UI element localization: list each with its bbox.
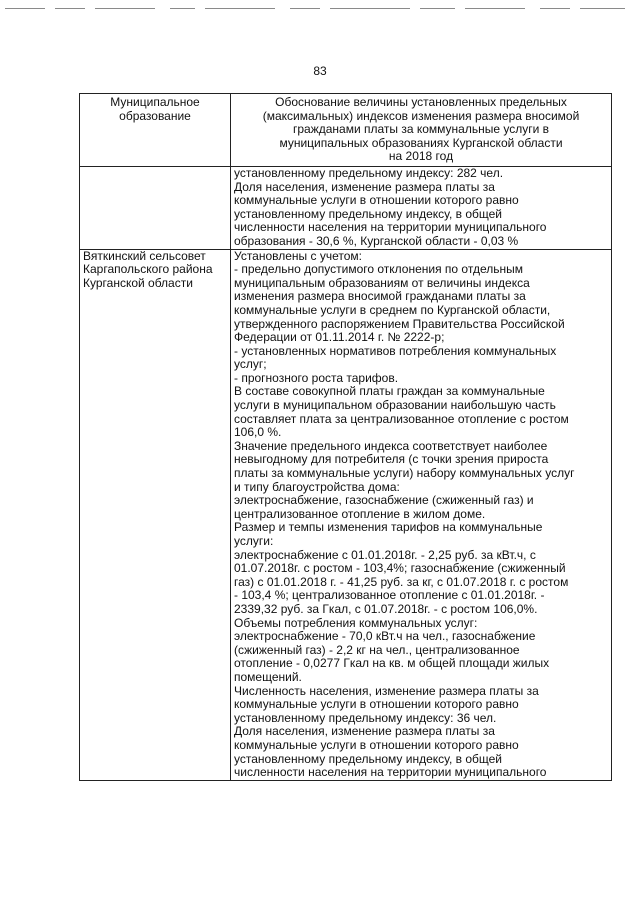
- text-line: составляет плата за централизованное отопление с ростом: [234, 411, 569, 426]
- page-number: 83: [313, 64, 327, 78]
- header-justification-line: на 2018 год: [388, 149, 454, 164]
- justification-cell: [231, 166, 612, 249]
- text-line: электроснабжение, газоснабжение (сжиженный газ) и: [234, 493, 534, 508]
- text-line: коммунальные услуги в отношении которого равно: [234, 697, 519, 712]
- text-line: Доля населения, изменение размера платы за: [234, 179, 495, 194]
- text-line: Федерации от 01.11.2014 г. № 2222-р;: [234, 330, 445, 345]
- municipality-cell: [80, 249, 231, 780]
- text-line: услуги в муниципальном образовании наибольшую часть: [234, 398, 556, 413]
- text-line: установленному предельному индексу, в общей: [234, 206, 502, 221]
- header-municipality-line: образование: [119, 108, 191, 123]
- municipality-name-line: Каргапольского района: [83, 262, 213, 277]
- text-line: - установленных нормативов потребления коммунальных: [234, 343, 557, 358]
- justification-table: [79, 93, 612, 781]
- municipality-name-line: Курганской области: [83, 275, 193, 290]
- justification-cell: [231, 249, 612, 780]
- text-line: утвержденного распоряжением Правительства Российской: [234, 316, 565, 331]
- text-line: Объемы потребления коммунальных услуг:: [234, 615, 478, 630]
- text-line: коммунальные услуги в отношении которого равно: [234, 737, 519, 752]
- header-justification-line: муниципальных образованиях Курганской области: [279, 135, 563, 150]
- text-line: установленному предельному индексу: 36 чел.: [234, 710, 497, 725]
- text-line: 01.07.2018г. с ростом - 103,4%; газоснабжение (сжиженный: [234, 561, 566, 576]
- text-line: электроснабжение с 01.01.2018г. - 2,25 руб. за кВт.ч, с: [234, 547, 536, 562]
- text-line: - предельно допустимого отклонения по отдельным: [234, 262, 523, 277]
- text-line: Значение предельного индекса соответствует наиболее: [234, 438, 548, 453]
- text-line: услуг;: [234, 357, 267, 372]
- text-line: помещений.: [234, 669, 302, 684]
- header-justification-line: гражданами платы за коммунальные услуги в: [292, 122, 550, 137]
- text-line: коммунальные услуги в отношении которого равно: [234, 193, 519, 208]
- text-line: - прогнозного роста тарифов.: [234, 370, 399, 385]
- text-line: муниципальным образованиям от величины индекса: [234, 275, 530, 290]
- text-line: и типу благоустройства дома:: [234, 479, 400, 494]
- text-line: коммунальные услуги в среднем по Курганской области,: [234, 302, 551, 317]
- scan-dash: [330, 8, 410, 9]
- scan-dash: [170, 8, 195, 9]
- scan-dash: [580, 8, 625, 9]
- text-line: - 103,4 %; централизованное отопление с 01.01.2018г. -: [234, 588, 545, 603]
- header-justification: [231, 94, 612, 167]
- scan-dash: [55, 8, 85, 9]
- municipality-cell: [80, 166, 231, 249]
- header-municipality: [80, 94, 231, 167]
- text-line: отопление - 0,0277 Гкал на кв. м общей площади жилых: [234, 656, 550, 671]
- text-line: Доля населения, изменение размера платы за: [234, 724, 495, 739]
- text-line: численности населения на территории муниципального: [234, 220, 547, 235]
- table-header-row: [80, 94, 612, 167]
- scan-dash: [465, 8, 525, 9]
- text-line: услуги:: [234, 534, 274, 548]
- scan-dash: [5, 8, 45, 9]
- header-justification-line: Обоснование величины установленных предельных: [275, 95, 567, 109]
- text-line: электроснабжение - 70,0 кВт.ч на чел., газоснабжение: [234, 629, 536, 644]
- text-line: установленному предельному индексу, в общей: [234, 751, 502, 766]
- text-line: изменения размера вносимой гражданами платы за: [234, 289, 526, 304]
- text-line: газ) с 01.01.2018 г. - 41,25 руб. за кг, с 01.07.2018 г. с ростом: [234, 574, 569, 589]
- table-row: [80, 166, 612, 249]
- scan-dash: [420, 8, 455, 9]
- header-justification-line: (максимальных) индексов изменения размера вносимой: [262, 108, 580, 123]
- header-municipality-line: Муниципальное: [110, 95, 200, 109]
- scan-dash: [540, 8, 570, 9]
- text-line: установленному предельному индексу: 282 чел.: [234, 165, 504, 180]
- text-line: образования - 30,6 %, Курганской области - 0,03 %: [234, 233, 519, 248]
- text-line: Размер и темпы изменения тарифов на коммунальные: [234, 520, 543, 535]
- text-line: централизованное отопление в жилом доме.: [234, 506, 486, 521]
- text-line: Установлены с учетом:: [234, 248, 362, 263]
- text-line: В составе совокупной платы граждан за коммунальные: [234, 384, 545, 399]
- table-row: [80, 249, 612, 780]
- scan-dash: [205, 8, 275, 9]
- text-line: невыгодному для потребителя (с точки зрения прироста: [234, 452, 549, 467]
- municipality-name-line: Вяткинский сельсовет: [83, 248, 206, 263]
- scan-dash: [95, 8, 155, 9]
- text-line: (сжиженный газ) - 2,2 кг на чел., централизованное: [234, 642, 520, 657]
- scan-edge-artifact: [0, 4, 640, 12]
- scan-dash: [290, 8, 320, 9]
- text-line: численности населения на территории муниципального: [234, 765, 547, 780]
- text-line: 106,0 %.: [234, 425, 282, 440]
- text-line: Численность населения, изменение размера платы за: [234, 683, 539, 698]
- text-line: платы за коммунальные услуги) набору коммунальных услуг: [234, 466, 575, 481]
- text-line: 2339,32 руб. за Гкал, с 01.07.2018г. - с ростом 106,0%.: [234, 601, 538, 616]
